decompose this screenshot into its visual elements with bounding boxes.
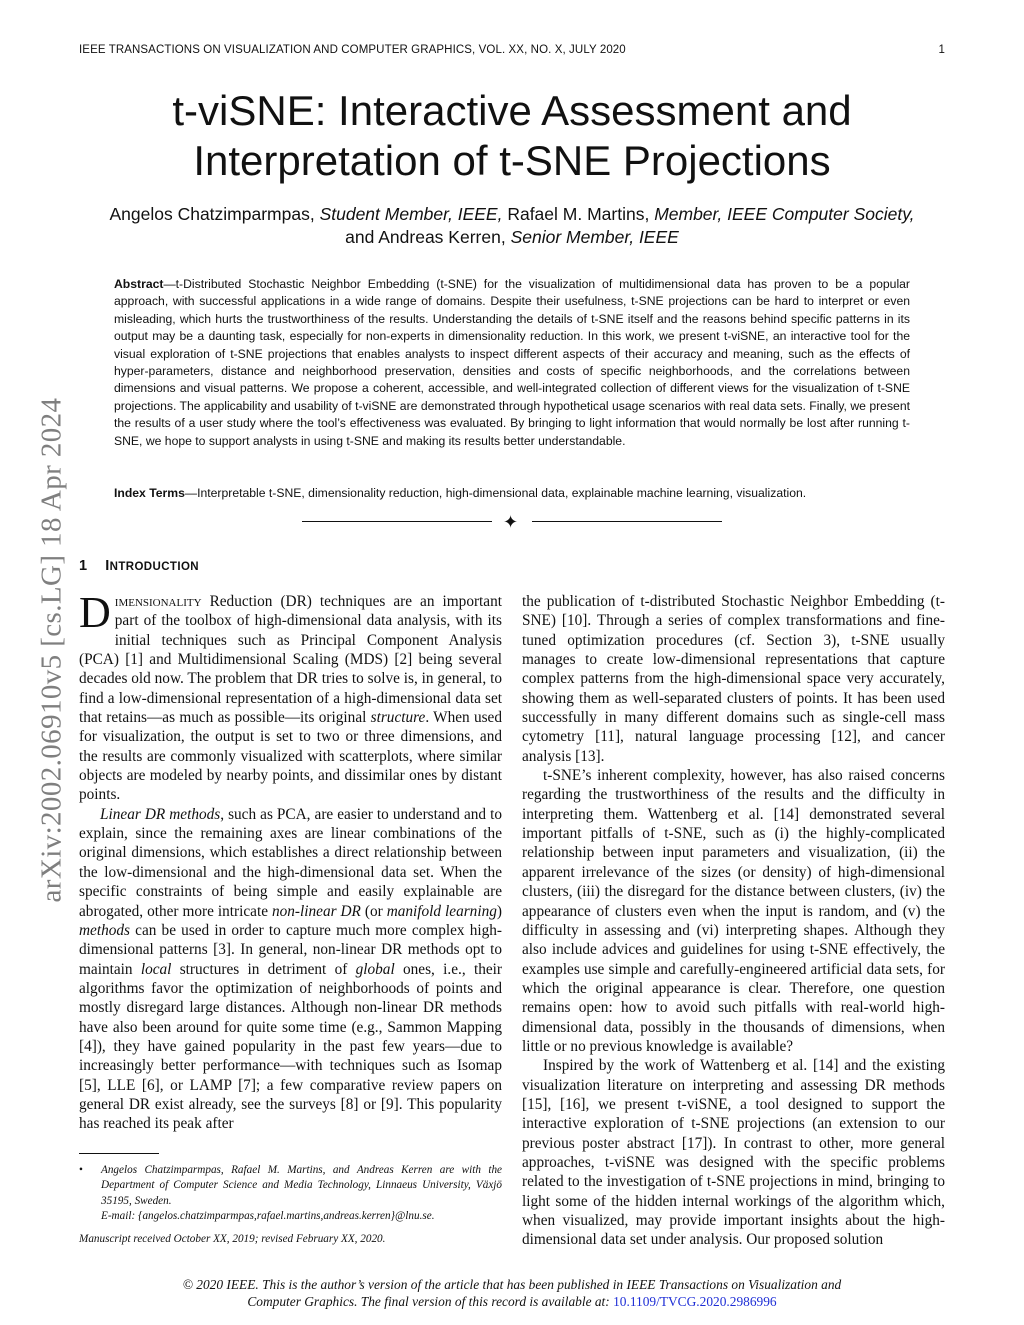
abstract	[114, 276, 910, 450]
footnote-affiliation: Angelos Chatzimparmpas, Rafael M. Martins, and Andreas Kerren are with the Department of Computer Science and Media Technology, Linnaeus University, Växjö 35195, Sweden.	[101, 1164, 502, 1207]
section-number: 1	[79, 558, 88, 574]
divider-line-right	[532, 521, 722, 522]
paragraph: Inspired by the work of Wattenberg et al. [14] and the existing visualization literature on interpreting and assessing DR methods [15], [16], we present t-viSNE, a tool designed to support the interactive exploration of t-SNE projections (an extension to our previous poster abstract [17]). In contrast to other, more general approaches, t-viSNE was designed with the specific problems related to the investigation of t-SNE projections in mind, bringing to light some of the hidden internal workings of the algorithm which, when visualized, may provide important insights about the high-dimensional data set under analysis. Our proposed solution	[522, 1057, 945, 1249]
divider-star-icon: ✦	[503, 512, 519, 532]
doi-link[interactable]: 10.1109/TVCG.2020.2986996	[613, 1293, 777, 1309]
author-1: Angelos Chatzimparmpas,	[109, 204, 315, 224]
section-divider	[0, 512, 1024, 532]
paragraph: the publication of t-distributed Stochastic Neighbor Embedding (t-SNE) [10]. Through a series of complex transformations and fine-tuned optimization procedures (cf. Section 3), t-SNE usually manages to create low-dimensional representations that capture complex patterns from the high-dimensional space very accurately, showing them as well-separated clusters of points. It has been used successfully in many different domains such as single-cell mass cytometry [11], natural language processing [12], and cancer analysis [13].	[522, 593, 945, 765]
abstract-label: Abstract	[114, 277, 164, 291]
copyright-line-2: Computer Graphics. The final version of this record is available at:	[247, 1293, 614, 1309]
title-line-2: Interpretation of t-SNE Projections	[193, 137, 831, 184]
footnote-email: {angelos.chatzimparmpas,rafael.martins,andreas.kerren}@lnu.se.	[137, 1209, 435, 1222]
author-2-role: Member, IEEE Computer Society,	[654, 204, 915, 224]
journal-running-title: IEEE TRANSACTIONS ON VISUALIZATION AND COMPUTER GRAPHICS, VOL. XX, NO. X, JULY 2020	[79, 44, 626, 56]
section-heading	[79, 558, 199, 574]
right-column	[522, 592, 945, 1250]
author-list	[0, 203, 1024, 249]
paragraph: Dimensionality Reduction (DR) techniques are an important part of the toolbox of high-dimensional data analysis, with its initial techniques such as Principal Component Analysis (PCA) [1] and Multidimensional Scaling (MDS) [2] being several decades old now. The problem that DR tries to solve is, in general, to find a low-dimensional representation of a high-dimensional data set that retains—as much as possible—its original structure. When used for visualization, the output is set to two or three dimensions, and the results are commonly visualized with scatterplots, where similar objects are modeled by nearby points, and dissimilar ones by distant points.	[79, 588, 502, 804]
drop-cap: D	[79, 588, 111, 637]
divider-line-left	[302, 521, 492, 522]
author-3: and Andreas Kerren,	[345, 227, 506, 247]
abstract-text: —t-Distributed Stochastic Neighbor Embedding (t-SNE) for the visualization of multidimensional data has proven to be a popular approach, with successful applications in a wide range of domains. Despite their usefulness, t-SNE projections can be hard to interpret or even misleading, which hurts the trustworthiness of the results. Understanding the details of t-SNE itself and the reasons behind specific patterns in its output may be a daunting task, especially for non-experts in dimensionality reduction. In this work, we present t-viSNE, an interactive tool for the visual exploration of t-SNE projections that enables analysts to inspect different aspects of their accuracy and meaning, such as the effects of hyper-parameters, distance and neighborhood preservation, densities and costs of specific neighborhoods, and the correlations between dimensions and visual patterns. We propose a coherent, accessible, and well-integrated collection of different views for the visualization of t-SNE projections. The applicability and usability of t-viSNE are demonstrated through hypothetical usage scenarios with real data sets. Finally, we present the results of a user study where the tool’s effectiveness was evaluated. By bringing to light information that would normally be lost after running t-SNE, we hope to support analysts in using t-SNE and making its results better understandable.	[114, 277, 910, 448]
index-terms-label: Index Terms	[114, 486, 185, 500]
manuscript-note: Manuscript received October XX, 2019; revised February XX, 2020.	[79, 1233, 386, 1245]
section-title-initial: I	[105, 558, 110, 574]
section-title-rest: NTRODUCTION	[109, 561, 199, 573]
index-terms	[114, 485, 910, 502]
paragraph: Linear DR methods, such as PCA, are easier to understand and to explain, since the remaining axes are linear combinations of the original dimensions, which establishes a direct relationship between the low-dimensional and the high-dimensional data set. When the specific constraints of being simple and easily explainable are abrogated, other more intricate non-linear DR (or manifold learning) methods can be used in order to capture much more complex high-dimensional patterns [3]. In general, non-linear DR methods opt to maintain local structures in detriment of global ones, i.e., their algorithms favor the optimization of neighborhoods of points and mostly disregard large distances. Although non-linear DR methods have also been around for quite some time (e.g., Sammon Mapping [4]), they have gained popularity in the past few years—due to increasingly better performance—with techniques such as Isomap [5], LLE [6], or LAMP [7]; a few comparative review papers on general DR exist already, see the surveys [8] or [9]. This popularity has reached its peak after	[79, 805, 502, 1133]
author-2: Rafael M. Martins,	[507, 204, 650, 224]
paper-title	[0, 86, 1024, 186]
author-1-role: Student Member, IEEE,	[319, 204, 503, 224]
running-header	[79, 44, 945, 56]
arxiv-identifier: arXiv:2002.06910v5 [cs.LG] 18 Apr 2024	[35, 397, 68, 903]
footnote-rule	[79, 1153, 159, 1154]
left-column	[79, 588, 502, 1134]
affiliation-footnote: • Angelos Chatzimparmpas, Rafael M. Martins, and Andreas Kerren are with the Department of Computer Science and Media Technology, Linnaeus University, Växjö 35195, Sweden. E-mail: {angelos.chatzimparmpas,rafael.martins,andreas.kerren}@lnu.se.	[79, 1164, 502, 1222]
index-terms-text: —Interpretable t-SNE, dimensionality reduction, high-dimensional data, explainable machine learning, visualization.	[184, 486, 807, 500]
paragraph: t-SNE’s inherent complexity, however, has also raised concerns regarding the trustworthiness of the results and the difficulty in interpreting them. Wattenberg et al. [14] demonstrated several important pitfalls of t-SNE, such as (i) the highly-complicated relationship between input parameters and visualization, (ii) the apparent irrelevance of the sizes (or density) of high-dimensional clusters, (iii) the disregard for the distance between clusters, (iv) the appearance of clusters even when the input is random, and (v) the difficulty in assessing and (vi) interpreting shapes. Although they also include advices and guidelines for using t-SNE effectively, the examples use simple and carefully-engineered artificial data sets, for which the original appearance is clear. Therefore, one question remains open: how to avoid such pitfalls with real-world high-dimensional data, possibly in the thousands of dimensions, when little or no previous knowledge is available?	[522, 767, 945, 1055]
copyright-line-1: © 2020 IEEE. This is the author’s version of the article that has been published in IEEE Transactions on Visualization and	[182, 1277, 842, 1292]
copyright-notice	[0, 1277, 1024, 1310]
footnote-bullet-icon: •	[79, 1164, 83, 1176]
author-3-role: Senior Member, IEEE	[510, 227, 679, 247]
title-line-1: t-viSNE: Interactive Assessment and	[172, 87, 852, 134]
page-number: 1	[938, 44, 945, 56]
